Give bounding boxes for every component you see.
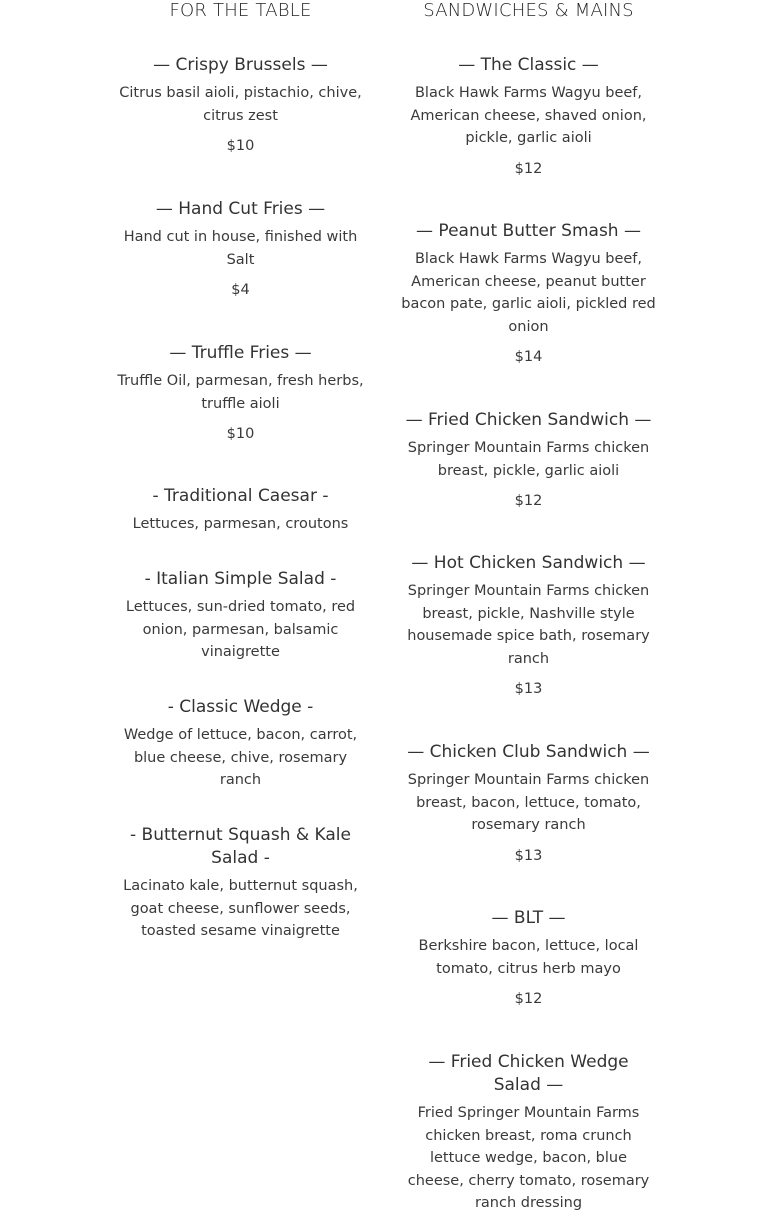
item-price: $14 bbox=[514, 349, 543, 365]
item-title: — Chicken Club Sandwich — bbox=[407, 742, 650, 762]
item-description: Hand cut in house, finished with Salt bbox=[123, 229, 358, 268]
item-price: $12 bbox=[514, 160, 543, 177]
item-description: Springer Mountain Farms chicken breast, pickle, Nashville style housemade spice bath, rosemary ranch bbox=[407, 583, 650, 667]
item-title: - Italian Simple Salad - bbox=[144, 569, 337, 589]
menu-item bbox=[113, 568, 368, 664]
item-title: — Hand Cut Fries — bbox=[155, 199, 326, 219]
item-title: — Fried Chicken Wedge Salad — bbox=[428, 1052, 629, 1095]
menu-item bbox=[400, 54, 657, 180]
item-title: — Crispy Brussels — bbox=[153, 55, 328, 75]
item-description: Lettuces, sun-dried tomato, red onion, parmesan, balsamic vinaigrette bbox=[125, 599, 356, 660]
menu-item bbox=[400, 907, 657, 1010]
menu-item bbox=[113, 54, 368, 157]
item-description: Black Hawk Farms Wagyu beef, American cheese, shaved onion, pickle, garlic aioli bbox=[410, 85, 647, 146]
item-price: $10 bbox=[226, 426, 255, 442]
item-price: $13 bbox=[514, 681, 543, 697]
item-price: $4 bbox=[231, 282, 250, 298]
item-price: $12 bbox=[514, 493, 543, 509]
section-heading-sandwiches-mains: SANDWICHES & MAINS bbox=[423, 0, 634, 21]
item-description: Wedge of lettuce, bacon, carrot, blue cheese, chive, rosemary ranch bbox=[123, 727, 358, 788]
item-title: - Classic Wedge - bbox=[167, 697, 314, 717]
item-description: Lacinato kale, butternut squash, goat cheese, sunflower seeds, toasted sesame vinaigrette bbox=[123, 878, 358, 939]
item-description: Lettuces, parmesan, croutons bbox=[132, 516, 349, 532]
menu-item bbox=[113, 696, 368, 792]
item-title: - Butternut Squash & Kale Salad - bbox=[130, 825, 351, 868]
item-title: — Truffle Fries — bbox=[169, 343, 312, 363]
item-title: — Fried Chicken Sandwich — bbox=[405, 410, 652, 430]
menu-item bbox=[400, 220, 657, 368]
menu-item bbox=[113, 485, 368, 536]
section-heading-for-the-table: FOR THE TABLE bbox=[169, 0, 312, 21]
item-price: $12 bbox=[514, 991, 543, 1007]
item-description: Berkshire bacon, lettuce, local tomato, citrus herb mayo bbox=[418, 938, 639, 977]
item-title: - Traditional Caesar - bbox=[152, 486, 329, 506]
item-title: — Peanut Butter Smash — bbox=[416, 221, 641, 241]
item-description: Black Hawk Farms Wagyu beef, American cheese, peanut butter bacon pate, garlic aioli, pickled red onion bbox=[401, 251, 656, 335]
item-description: Citrus basil aioli, pistachio, chive, citrus zest bbox=[119, 85, 362, 124]
item-description: Springer Mountain Farms chicken breast, bacon, lettuce, tomato, rosemary ranch bbox=[407, 772, 650, 833]
menu-item bbox=[400, 552, 657, 700]
item-price: $13 bbox=[514, 847, 543, 864]
item-description: Springer Mountain Farms chicken breast, pickle, garlic aioli bbox=[407, 440, 650, 479]
item-title: — The Classic — bbox=[458, 55, 599, 75]
item-description: Fried Springer Mountain Farms chicken breast, roma crunch lettuce wedge, bacon, blue cheese, cherry tomato, rosemary ranch dressing bbox=[407, 1105, 650, 1211]
menu-item bbox=[400, 409, 657, 512]
item-description: Truffle Oil, parmesan, fresh herbs, truffle aioli bbox=[117, 373, 364, 412]
menu-item bbox=[400, 741, 657, 867]
menu-item bbox=[407, 1051, 650, 1215]
menu-item bbox=[113, 342, 368, 445]
menu-item bbox=[113, 198, 368, 301]
menu-item bbox=[125, 824, 356, 943]
item-title: — Hot Chicken Sandwich — bbox=[411, 553, 646, 573]
item-price: $10 bbox=[226, 138, 255, 154]
item-title: — BLT — bbox=[491, 908, 566, 928]
